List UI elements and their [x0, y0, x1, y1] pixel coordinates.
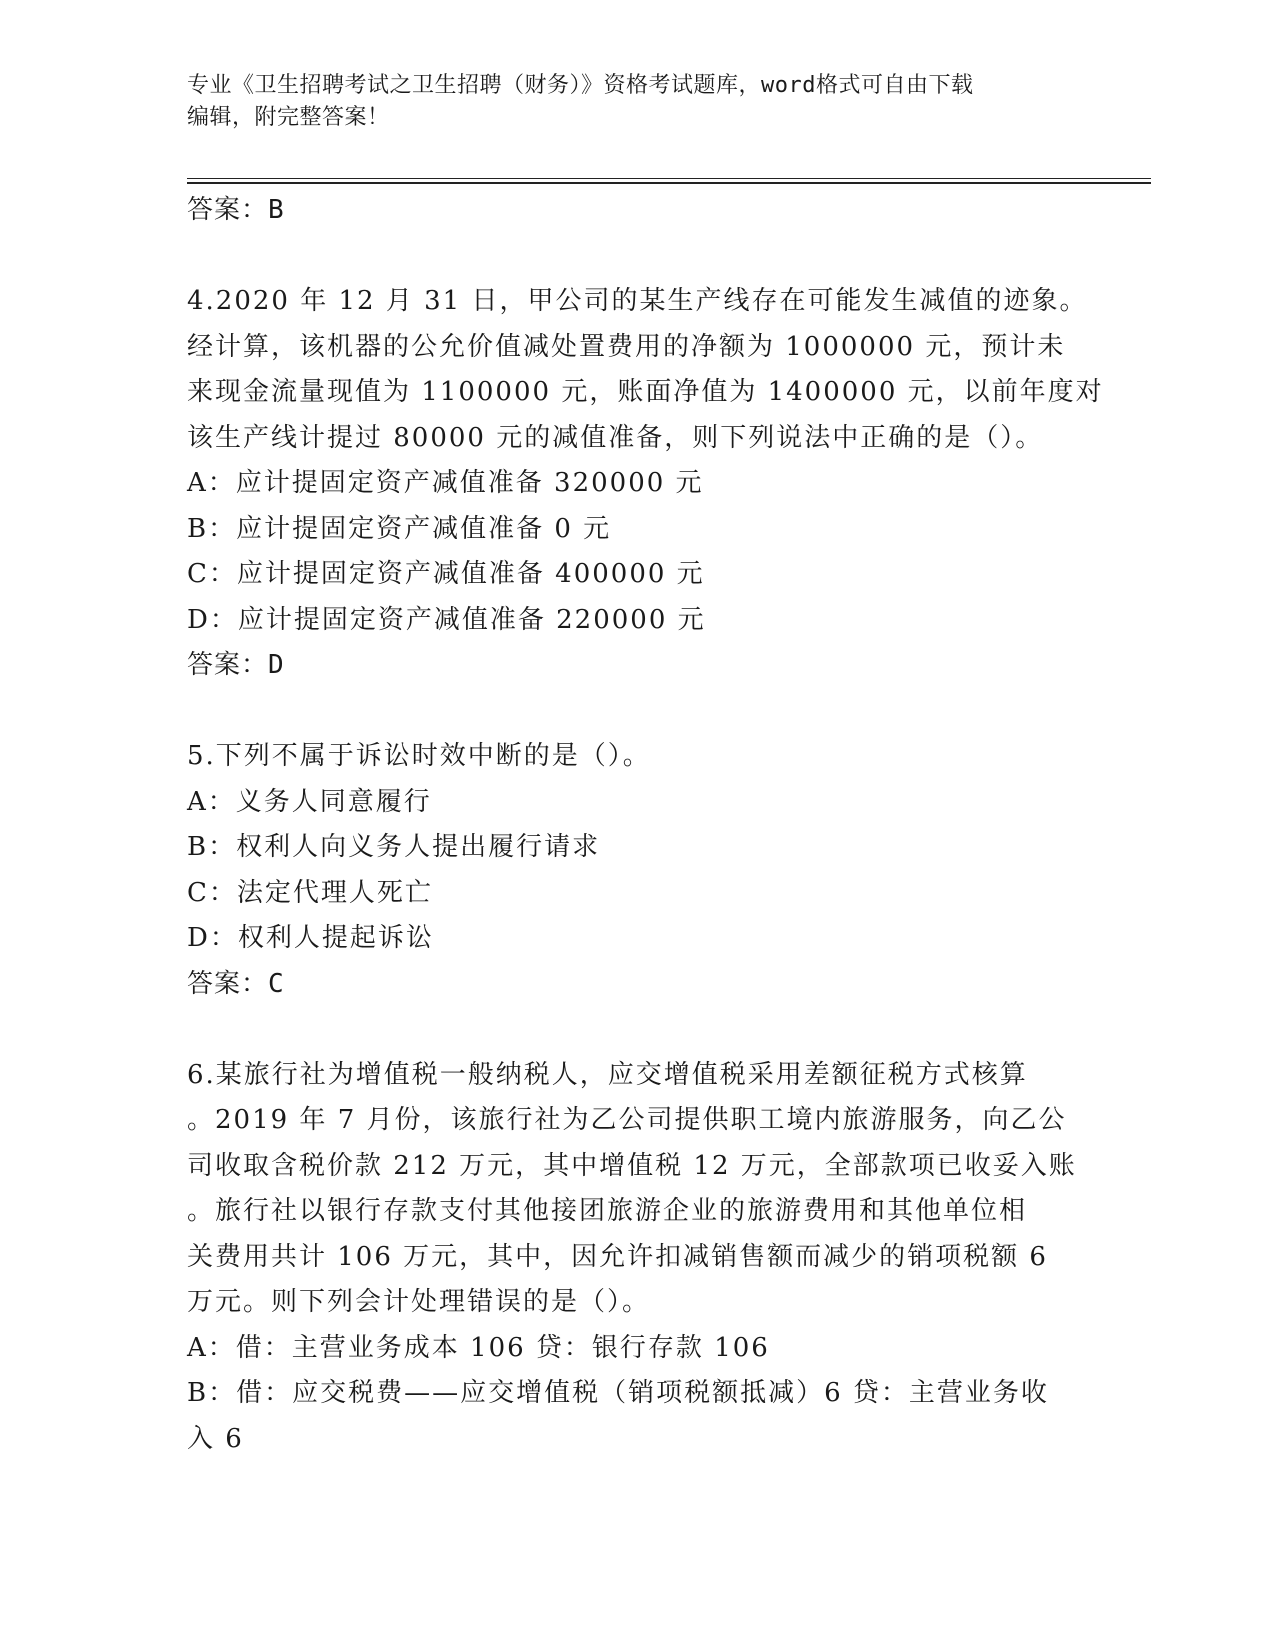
question-6	[187, 1053, 1087, 1463]
option-d: D：应计提固定资产减值准备 220000 元	[187, 604, 706, 635]
question-text-line: 该生产线计提过 80000 元的减值准备，则下列说法中正确的是（）。	[187, 422, 1044, 453]
option-a: A：应计提固定资产减值准备 320000 元	[187, 468, 704, 498]
header-line-2: 编辑，附完整答案！	[187, 105, 390, 130]
answer-q4: 答案：D	[187, 650, 285, 680]
question-5	[187, 734, 1087, 1007]
question-text-line: 。旅行社以银行存款支付其他接团旅游企业的旅游费用和其他单位相	[187, 1196, 1028, 1226]
document-body	[187, 188, 1104, 1462]
option-a: A：借：主营业务成本 106 贷：银行存款 106	[187, 1332, 770, 1363]
option-b-continued: 入 6	[187, 1423, 244, 1454]
option-a: A：义务人同意履行	[187, 786, 432, 817]
option-b: B：权利人向义务人提出履行请求	[187, 832, 601, 862]
question-text-line: 5.下列不属于诉讼时效中断的是（）。	[187, 741, 651, 771]
document-header	[187, 70, 1077, 134]
question-4	[187, 279, 1104, 689]
answer-q3: 答案：B	[187, 195, 285, 225]
question-text-line: 来现金流量现值为 1100000 元，账面净值为 1400000 元，以前年度对	[187, 377, 1104, 407]
header-line-1: 专业《卫生招聘考试之卫生招聘（财务）》资格考试题库，word格式可自由下载	[187, 73, 974, 98]
option-c: C：应计提固定资产减值准备 400000 元	[187, 559, 705, 589]
question-text-line: 。2019 年 7 月份，该旅行社为乙公司提供职工境内旅游服务，向乙公	[187, 1105, 1067, 1135]
question-text-line: 4.2020 年 12 月 31 日，甲公司的某生产线存在可能发生减值的迹象。	[187, 286, 1088, 316]
option-b: B：应计提固定资产减值准备 0 元	[187, 513, 612, 544]
option-d: D：权利人提起诉讼	[187, 923, 434, 953]
header-divider	[187, 178, 1151, 184]
spacer	[187, 1007, 1087, 1053]
option-b: B：借：应交税费——应交增值税（销项税额抵减）6 贷：主营业务收	[187, 1378, 1049, 1408]
option-c: C：法定代理人死亡	[187, 877, 433, 908]
question-text-line: 司收取含税价款 212 万元，其中增值税 12 万元，全部款项已收妥入账	[187, 1150, 1077, 1181]
question-text-line: 6.某旅行社为增值税一般纳税人，应交增值税采用差额征税方式核算	[187, 1059, 1028, 1090]
answer-q5: 答案：C	[187, 968, 285, 999]
spacer	[187, 234, 1087, 280]
question-text-line: 经计算，该机器的公允价值减处置费用的净额为 1000000 元，预计未	[187, 331, 1066, 362]
question-text-line: 关费用共计 106 万元，其中，因允许扣减销售额而减少的销项税额 6	[187, 1241, 1048, 1272]
question-text-line: 万元。则下列会计处理错误的是（）。	[187, 1287, 651, 1317]
spacer	[187, 689, 1087, 735]
